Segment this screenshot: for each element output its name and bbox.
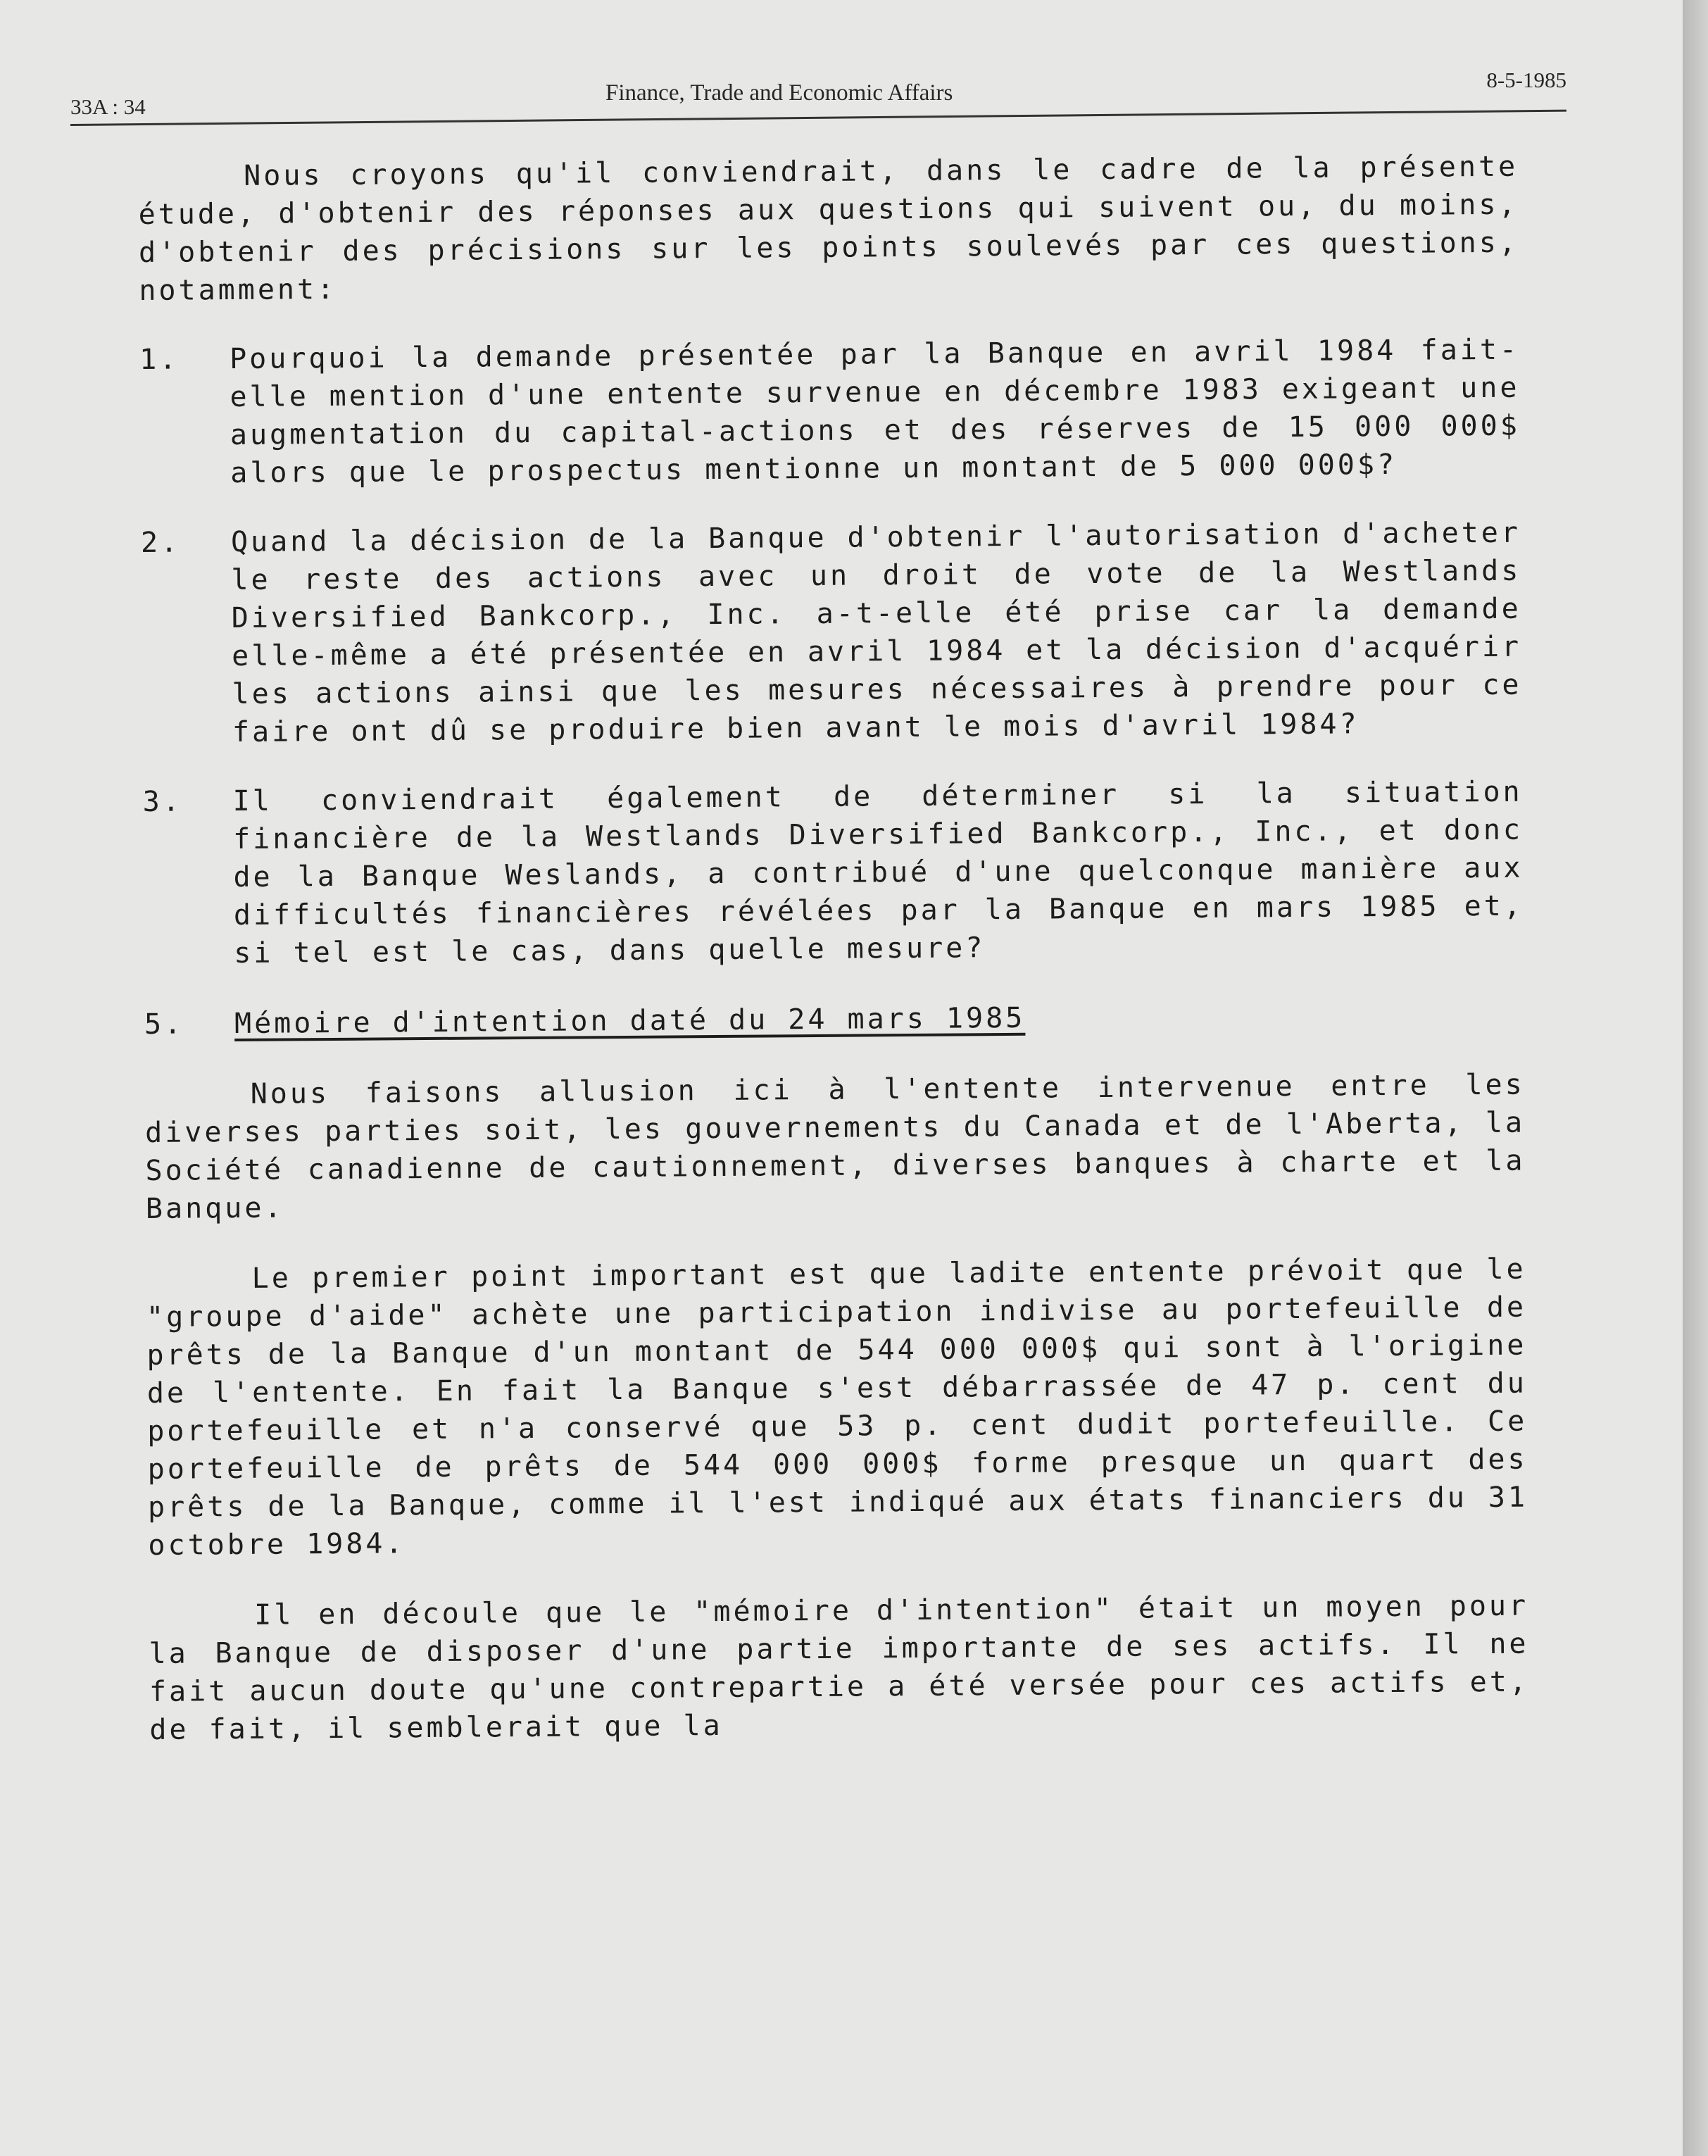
committee-title: Finance, Trade and Economic Affairs [605,80,953,106]
question-item-3 [143,773,1524,973]
section-number: 5. [144,1008,184,1041]
header-date: 8-5-1985 [1486,68,1566,92]
question-number: 1. [139,343,180,376]
intro-paragraph: Nous croyons qu'il conviendrait, dans le cadre de la présente étude, d'obtenir des réponses aux questions qui suivent ou, du moins, d'obtenir des précisions sur les points soulevés par ces questions, notamment: [138,150,1519,307]
section-heading-row [144,996,1524,1043]
page-reference: 33A : 34 [70,94,146,119]
question-text: Il conviendrait également de déterminer si la situation financière de la Westlands Diversified Bankcorp., Inc., et donc de la Banque Weslands, a contribué d'une quelconque manière aux difficultés financières révélées par la Banque en mars 1985 et, si tel est le cas, dans quelle mesure? [232,775,1524,970]
document-body [138,148,1530,1749]
body-paragraph-3: Il en découle que le "mémoire d'intention" était un moyen pour la Banque de disposer d'une partie importante de ses actifs. Il ne fait aucun doute qu'une contrepartie a été versée pour ces actifs et, de fait, il semblerait que la [149,1589,1530,1746]
question-text: Pourquoi la demande présentée par la Banque en avril 1984 fait-elle mention d'une entente survenue en décembre 1983 exigeant une augmentation du capital-actions et des réserves de 15 000 000$ alors que le prospectus mentionne un montant de 5 000 000$? [229,333,1521,490]
page-header [70,62,1574,125]
question-item-1 [139,331,1521,493]
question-number: 3. [142,785,183,818]
question-number: 2. [140,526,181,559]
question-item-2 [141,514,1522,752]
body-paragraph-2: Le premier point important est que ladite entente prévoit que le "groupe d'aide" achète une participation indivise au portefeuille de prêts de la Banque d'un montant de 544 000 000$ qui sont à l'origine de l'entente. En fait la Banque s'est débarrassée de 47 p. cent du portefeuille et n'a conservé que 53 p. cent dudit portefeuille. Ce portefeuille de prêts de 544 000 000$ forme presque un quart des prêts de la Banque, comme il l'est indiqué aux états financiers du 31 octobre 1984. [146,1253,1528,1562]
question-text: Quand la décision de la Banque d'obtenir l'autorisation d'acheter le reste des actions avec un droit de vote de la Westlands Diversified Bankcorp., Inc. a-t-elle été prise car la demande elle-même a été présentée en avril 1984 et la décision d'acquérir les actions ainsi que les mesures nécessaires à prendre pour ce faire ont dû se produire bien avant le mois d'avril 1984? [230,516,1522,749]
page-edge-shadow [1683,0,1708,2156]
body-paragraph-1: Nous faisons allusion ici à l'entente intervenue entre les diverses parties soit, les gouvernements du Canada et de l'Aberta, la Société canadienne de cautionnement, diverses banques à charte et la Banque. [144,1068,1526,1225]
header-rule [70,110,1566,126]
section-heading: Mémoire d'intention daté du 24 mars 1985 [234,1001,1026,1041]
